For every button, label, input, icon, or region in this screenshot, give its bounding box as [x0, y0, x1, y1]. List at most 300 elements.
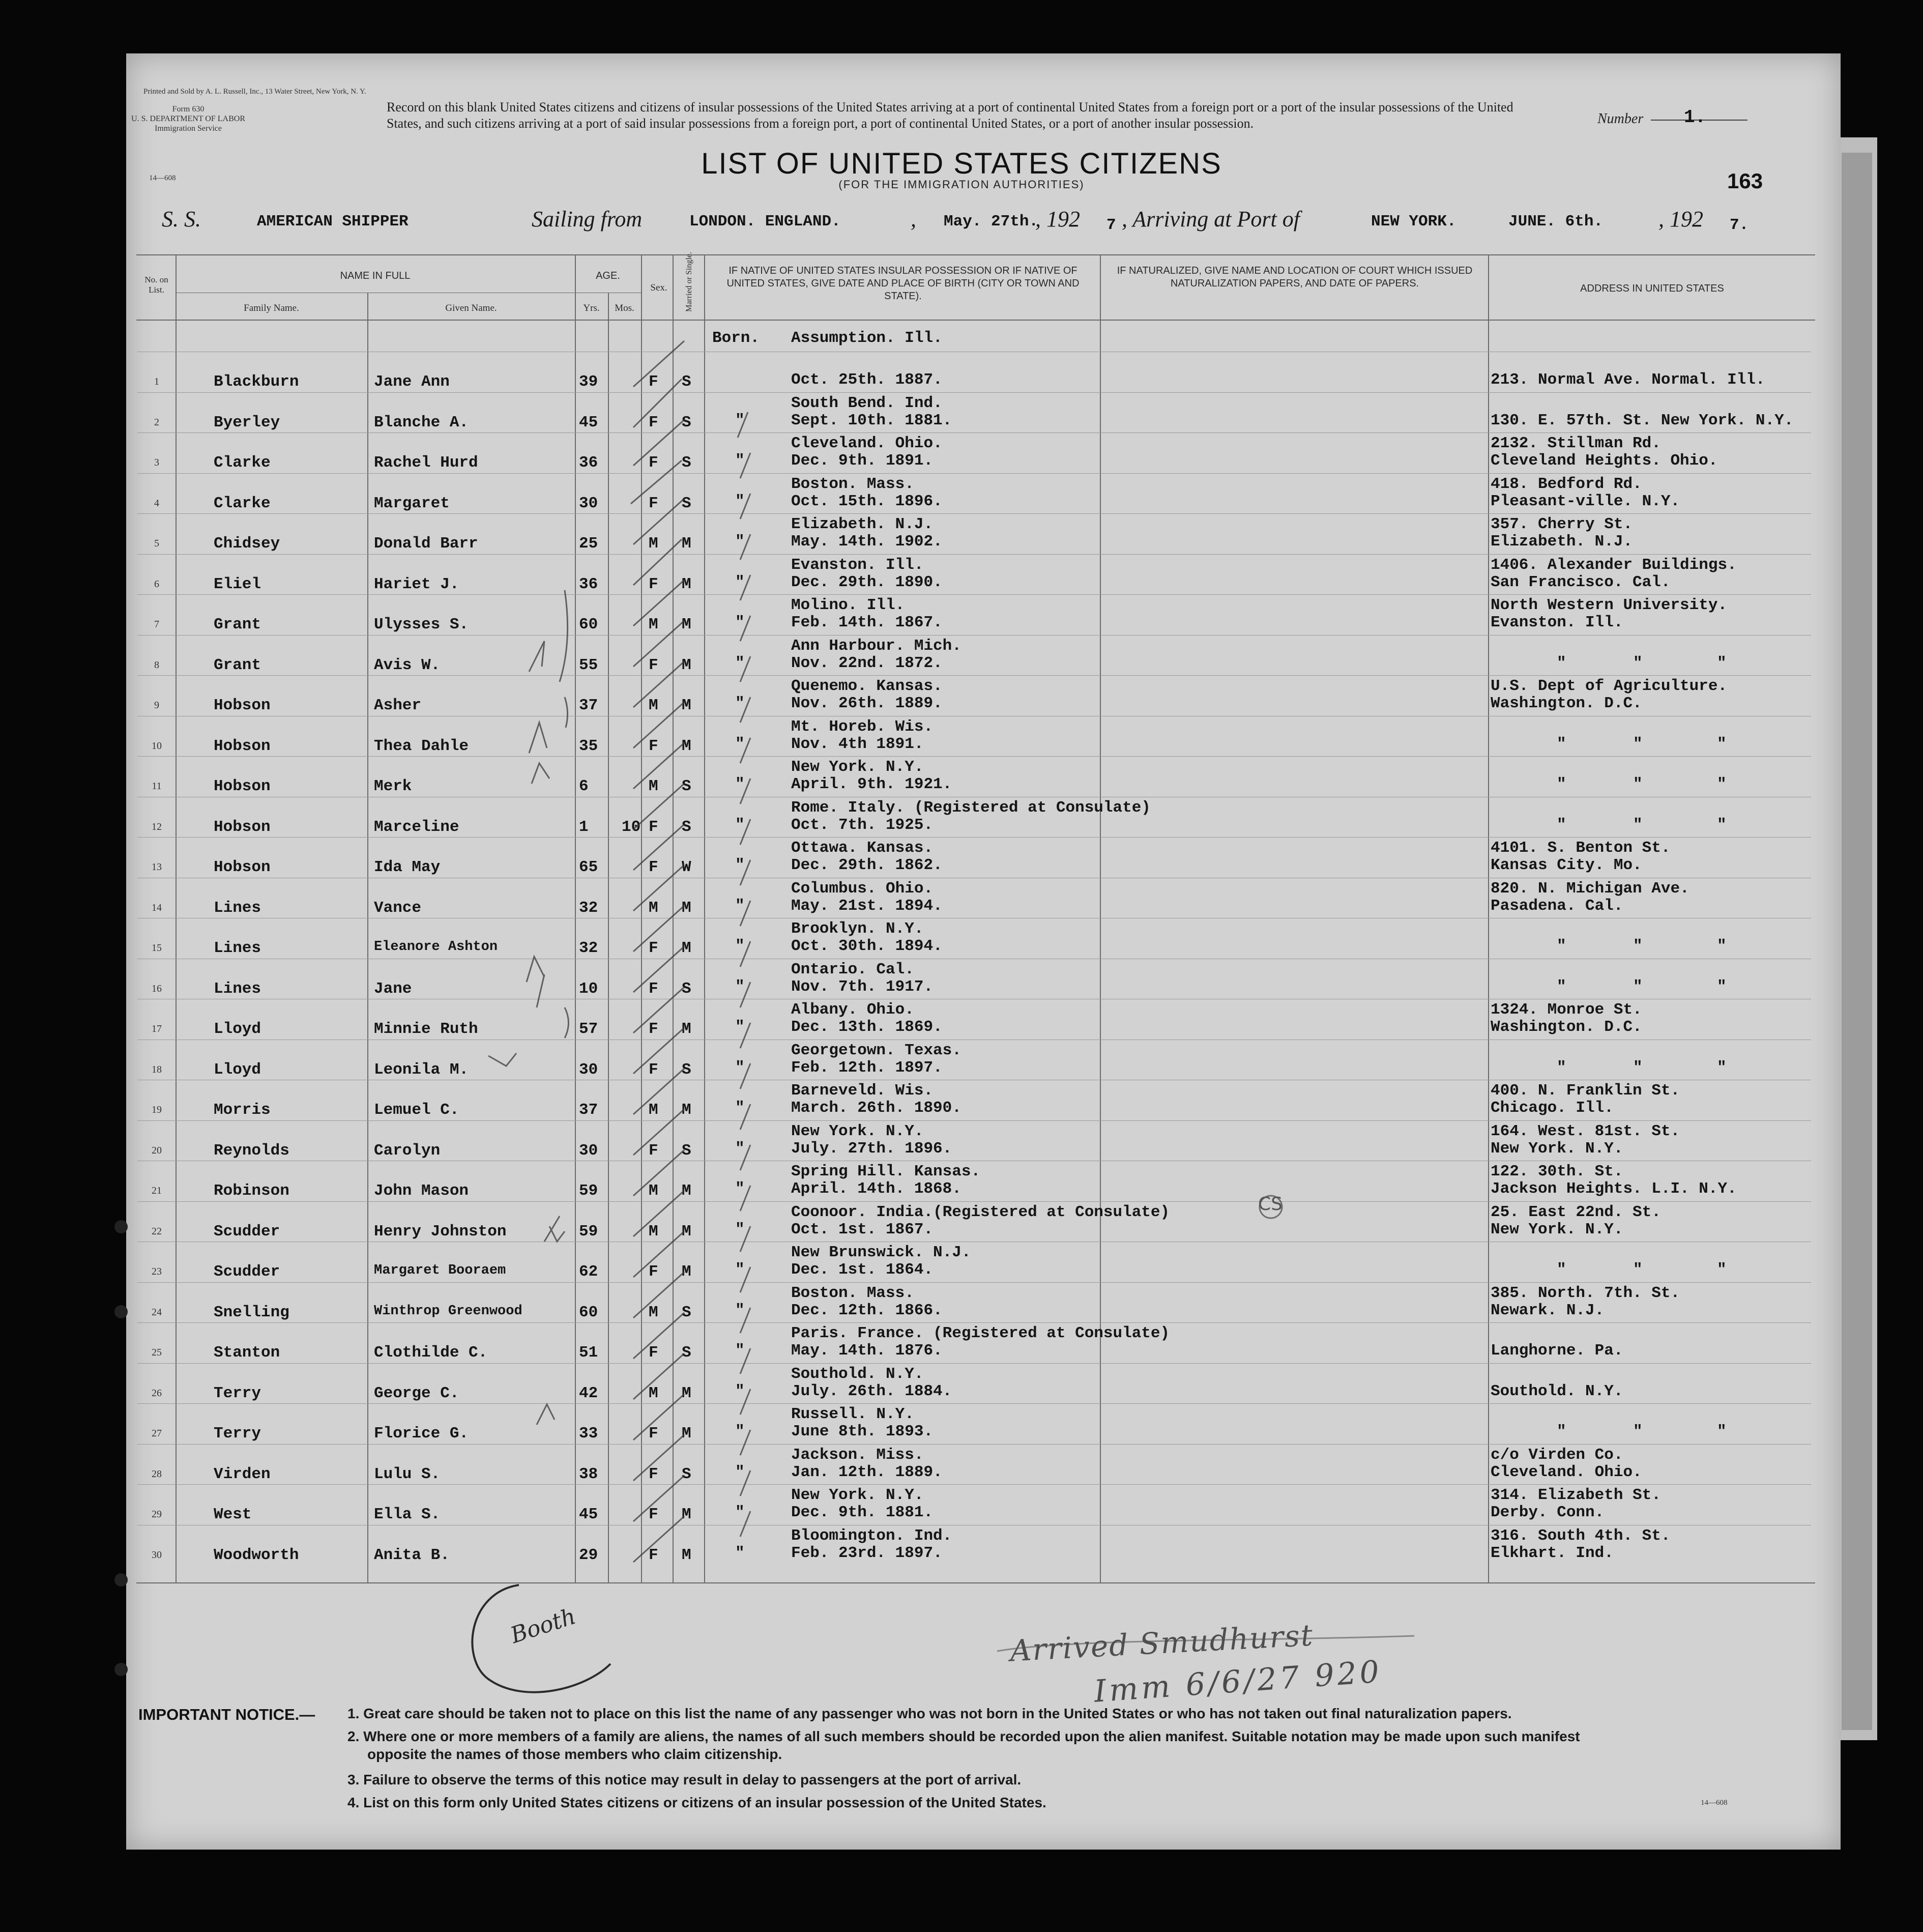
born-label: Born. — [712, 329, 760, 347]
sex: F — [649, 858, 658, 876]
sex: M — [649, 1222, 658, 1241]
handwritten-arrival-stamp-line1: Arrived Smudhurst — [1009, 1618, 1315, 1668]
marital-status: S — [682, 1141, 691, 1160]
marital-status: S — [682, 1344, 691, 1362]
notice-item-4: 4. List on this form only United States citizens or citizens of an insular possession of the United States. — [347, 1795, 1046, 1810]
address-ditto: " — [1633, 937, 1643, 955]
address-ditto: " — [1717, 937, 1727, 955]
form-number: Form 630 — [172, 105, 205, 113]
birth-date: Feb. 14th. 1867. — [791, 614, 943, 631]
ditto-born: " — [735, 452, 745, 470]
family-name: Lines — [214, 899, 261, 917]
header-birth: IF NATIVE OF UNITED STATES INSULAR POSSESSION OR IF NATIVE OF UNITED STATES, GIVE DATE AND PLACE OF BIRTH (CITY OR TOWN AND STATE). — [726, 265, 1080, 302]
address-ditto: " — [1717, 1058, 1727, 1077]
notice-item-1: 1. Great care should be taken not to place on this list the name of any passenger who was not born in the United States or who has not taken out final naturalization papers. — [347, 1706, 1512, 1721]
birth-place: Columbus. Ohio. — [791, 879, 934, 898]
address-ditto: " — [1633, 1261, 1643, 1279]
age-years: 1 — [579, 818, 589, 836]
birth-place: Evanston. Ill. — [791, 556, 924, 574]
marital-status: M — [682, 1546, 691, 1564]
address-line1: U.S. Dept of Agriculture. — [1491, 677, 1728, 695]
sex: F — [649, 454, 658, 472]
ditto-born: " — [735, 695, 745, 712]
marital-status: M — [682, 1020, 691, 1038]
family-name: Blackburn — [214, 373, 299, 391]
sex: M — [649, 1182, 658, 1200]
birth-place: Boston. Mass. — [791, 475, 914, 493]
sex: M — [649, 535, 658, 553]
row-number: 23 — [152, 1266, 162, 1277]
ditto-born: " — [735, 1099, 745, 1117]
notice-item-2-cont: opposite the names of those members who claim citizenship. — [367, 1746, 782, 1762]
sailing-year-prefix: , 192 — [1035, 207, 1080, 232]
address-ditto: " — [1557, 735, 1566, 753]
given-name: Thea Dahle — [374, 737, 469, 755]
given-name: Margaret — [374, 494, 450, 512]
address-line2: Southold. N.Y. — [1491, 1382, 1623, 1400]
marital-status: M — [682, 1222, 691, 1241]
family-name: Grant — [214, 656, 261, 674]
row-number: 2 — [154, 416, 159, 428]
birth-place: New York. N.Y. — [791, 758, 924, 776]
sex: F — [649, 818, 658, 836]
family-name: Woodworth — [214, 1546, 299, 1564]
ditto-born: " — [735, 816, 745, 834]
sex: M — [649, 697, 658, 714]
address-ditto: " — [1633, 1058, 1643, 1077]
age-years: 60 — [579, 616, 598, 633]
page-number: 163 — [1727, 169, 1763, 193]
birth-place: Ann Harbour. Mich. — [791, 637, 961, 655]
address-line2: Cleveland Heights. Ohio. — [1491, 452, 1718, 470]
number-value: 1. — [1684, 107, 1706, 128]
sex: M — [649, 1384, 658, 1402]
address-line2: Washington. D.C. — [1491, 1018, 1642, 1036]
ship-name: AMERICAN SHIPPER — [257, 213, 409, 230]
sailing-from-label: Sailing from — [532, 207, 643, 232]
arrival-year-prefix: , 192 — [1658, 207, 1703, 232]
header-family-name: Family Name. — [244, 303, 299, 313]
family-name: Lines — [214, 939, 261, 957]
sex: F — [649, 656, 658, 674]
notice-item-2: 2. Where one or more members of a family are aliens, the names of all such members should be recorded upon the alien manifest. Suitable notation may be made upon such manifest — [347, 1728, 1580, 1744]
given-name: Jane — [374, 979, 412, 998]
birth-place: Ottawa. Kansas. — [791, 839, 934, 857]
birth-place: New York. N.Y. — [791, 1486, 924, 1504]
address-line2: Kansas City. Mo. — [1491, 856, 1642, 874]
marital-status: M — [682, 737, 691, 755]
sex: F — [649, 1425, 658, 1443]
family-name: Hobson — [214, 777, 271, 795]
given-name: Avis W. — [374, 656, 441, 674]
address-line2: Pasadena. Cal. — [1491, 897, 1623, 915]
ditto-born: " — [735, 1342, 745, 1360]
age-years: 25 — [579, 535, 598, 553]
given-name: Clothilde C. — [374, 1344, 488, 1362]
age-years: 32 — [579, 939, 598, 957]
family-name: Reynolds — [214, 1141, 289, 1160]
birth-place: Cleveland. Ohio. — [791, 435, 943, 452]
marital-status: M — [682, 1425, 691, 1443]
address-ditto: " — [1717, 775, 1727, 793]
row-number: 10 — [152, 740, 162, 752]
given-name: Ida May — [374, 858, 441, 876]
row-number: 19 — [152, 1104, 162, 1115]
row-number: 11 — [152, 781, 162, 792]
row-number: 13 — [152, 861, 162, 873]
birth-date: June 8th. 1893. — [791, 1423, 934, 1440]
header-mos: Mos. — [615, 303, 634, 313]
birth-date: Dec. 13th. 1869. — [791, 1018, 943, 1036]
sex: M — [649, 1101, 658, 1119]
address-ditto: " — [1717, 977, 1727, 996]
header-yrs: Yrs. — [583, 303, 600, 313]
row-number: 21 — [152, 1185, 162, 1196]
address-ditto: " — [1557, 816, 1566, 834]
page-subtitle: (FOR THE IMMIGRATION AUTHORITIES) — [838, 178, 1085, 191]
given-name: Leonila M. — [374, 1060, 469, 1079]
birth-place: Paris. France. (Registered at Consulate) — [791, 1324, 1170, 1342]
birth-place: Molino. Ill. — [791, 596, 905, 614]
birth-place: Rome. Italy. (Registered at Consulate) — [791, 798, 1151, 817]
header-no-on-list: No. on List. — [144, 275, 168, 295]
family-name: Scudder — [214, 1222, 280, 1241]
address-ditto: " — [1557, 977, 1566, 996]
birth-place: New Brunswick. N.J. — [791, 1244, 971, 1261]
address-line1: 164. West. 81st. St. — [1491, 1122, 1680, 1140]
family-name: Morris — [214, 1101, 271, 1119]
given-name: Anita B. — [374, 1546, 450, 1564]
family-name: Clarke — [214, 454, 271, 472]
family-name: Virden — [214, 1465, 271, 1483]
row-number: 30 — [152, 1549, 162, 1561]
birth-date: April. 9th. 1921. — [791, 775, 952, 793]
row-number: 7 — [154, 619, 159, 630]
row-number: 12 — [152, 821, 162, 832]
ditto-born: " — [735, 897, 745, 915]
row-number: 8 — [154, 659, 159, 671]
sex: M — [649, 1303, 658, 1321]
address-ditto: " — [1717, 1423, 1727, 1440]
sex: F — [649, 737, 658, 755]
birth-date: Dec. 1st. 1864. — [791, 1261, 934, 1279]
family-name: Terry — [214, 1384, 261, 1402]
given-name: Henry Johnston — [374, 1222, 507, 1241]
address-line1: 357. Cherry St. — [1491, 515, 1633, 533]
birth-date: Dec. 9th. 1891. — [791, 452, 934, 470]
ditto-born: " — [735, 492, 745, 510]
birth-place: Southold. N.Y. — [791, 1365, 924, 1383]
address-ditto: " — [1717, 735, 1727, 753]
marital-status: S — [682, 818, 691, 836]
address-ditto: " — [1633, 816, 1643, 834]
address-line1: 2132. Stillman Rd. — [1491, 435, 1661, 452]
address-line2: Evanston. Ill. — [1491, 614, 1623, 631]
birth-date: Nov. 22nd. 1872. — [791, 654, 943, 672]
ditto-born: " — [735, 1018, 745, 1036]
marital-status: M — [682, 616, 691, 633]
age-years: 59 — [579, 1222, 598, 1241]
address-line2: Chicago. Ill. — [1491, 1099, 1614, 1117]
birth-date: Nov. 26th. 1889. — [791, 695, 943, 712]
family-name: Hobson — [214, 818, 271, 836]
header-married-single: Married or Single. — [685, 252, 693, 312]
age-years: 30 — [579, 1141, 598, 1160]
marital-status: M — [682, 1506, 691, 1523]
row-number: 20 — [152, 1144, 162, 1156]
ditto-born: " — [735, 1180, 745, 1198]
age-years: 29 — [579, 1546, 598, 1564]
given-name: Ella S. — [374, 1506, 441, 1523]
given-name: Hariet J. — [374, 575, 459, 593]
address-line1: 1324. Monroe St. — [1491, 1001, 1642, 1019]
sex: F — [649, 1344, 658, 1362]
marital-status: M — [682, 899, 691, 917]
header-age: AGE. — [596, 270, 620, 281]
birth-place: Russell. N.Y. — [791, 1405, 914, 1423]
address-line2: Cleveland. Ohio. — [1491, 1463, 1642, 1481]
form-code-bottom: 14—608 — [1701, 1799, 1728, 1807]
birth-place: Barneveld. Wis. — [791, 1082, 934, 1100]
given-name: Rachel Hurd — [374, 454, 478, 472]
ditto-born: " — [735, 533, 745, 551]
given-name: Jane Ann — [374, 373, 450, 391]
ditto-born: " — [735, 1423, 745, 1440]
sex: F — [649, 1506, 658, 1523]
ditto-born: " — [735, 977, 745, 996]
address-line1: 1406. Alexander Buildings. — [1491, 556, 1737, 574]
address-ditto: " — [1633, 775, 1643, 793]
birth-place: Brooklyn. N.Y. — [791, 920, 924, 938]
address-ditto: " — [1717, 1261, 1727, 1279]
address-ditto: " — [1557, 1423, 1566, 1440]
row-number: 24 — [152, 1306, 162, 1318]
header-address: ADDRESS IN UNITED STATES — [1580, 283, 1724, 294]
sailing-date: May. 27th. — [944, 213, 1039, 230]
marital-status: M — [682, 1182, 691, 1200]
age-years: 55 — [579, 656, 598, 674]
row-number: 4 — [154, 497, 159, 509]
birth-place: Ontario. Cal. — [791, 960, 914, 978]
address-line1: 418. Bedford Rd. — [1491, 475, 1642, 493]
sex: F — [649, 1020, 658, 1038]
sex: F — [649, 1141, 658, 1160]
family-name: Scudder — [214, 1263, 280, 1281]
sex: F — [649, 413, 658, 431]
row-number: 27 — [152, 1428, 162, 1439]
marital-status: S — [682, 494, 691, 512]
notice-heading: IMPORTANT NOTICE.— — [138, 1706, 315, 1723]
sex: F — [649, 1465, 658, 1483]
age-years: 30 — [579, 494, 598, 512]
age-years: 36 — [579, 454, 598, 472]
birth-date: April. 14th. 1868. — [791, 1180, 961, 1198]
row-number: 25 — [152, 1347, 162, 1358]
arriving-label: , Arriving at Port of — [1122, 207, 1300, 232]
given-name: Lulu S. — [374, 1465, 441, 1483]
ditto-born: " — [735, 1504, 745, 1521]
marital-status: M — [682, 1384, 691, 1402]
address-line1: 122. 30th. St. — [1491, 1163, 1623, 1180]
sailing-year-digit: 7 — [1106, 216, 1116, 234]
address-line1: 820. N. Michigan Ave. — [1491, 879, 1689, 898]
marital-status: M — [682, 1101, 691, 1119]
marital-status: S — [682, 1303, 691, 1321]
family-name: Byerley — [214, 413, 280, 431]
given-name: Donald Barr — [374, 535, 478, 553]
row-number: 16 — [152, 983, 162, 994]
marital-status: S — [682, 979, 691, 998]
birth-date: May. 14th. 1876. — [791, 1342, 943, 1360]
row-number: 1 — [154, 376, 159, 387]
birth-date: Nov. 4th 1891. — [791, 735, 924, 753]
ditto-born: " — [735, 856, 745, 874]
address-line2: Washington. D.C. — [1491, 695, 1642, 712]
given-name: Winthrop Greenwood — [374, 1303, 522, 1319]
family-name: Lines — [214, 979, 261, 998]
family-name: Terry — [214, 1425, 261, 1443]
given-name: Blanche A. — [374, 413, 469, 431]
row-number: 26 — [152, 1387, 162, 1399]
handwritten-booth: Booth — [507, 1603, 579, 1649]
marital-status: S — [682, 1060, 691, 1079]
birth-place: Spring Hill. Kansas. — [791, 1163, 981, 1180]
row-number: 18 — [152, 1063, 162, 1075]
marital-status: S — [682, 373, 691, 391]
birth-place: New York. N.Y. — [791, 1122, 924, 1140]
address-line1: North Western University. — [1491, 596, 1728, 614]
address-line2: Langhorne. Pa. — [1491, 1342, 1623, 1360]
birth-date: Jan. 12th. 1889. — [791, 1463, 943, 1481]
birth-place: South Bend. Ind. — [791, 394, 943, 412]
family-name: West — [214, 1506, 252, 1523]
ditto-born: " — [735, 735, 745, 753]
ditto-born: " — [735, 937, 745, 955]
given-name: George C. — [374, 1384, 459, 1402]
birth-date: July. 26th. 1884. — [791, 1382, 952, 1400]
address-ditto: " — [1717, 654, 1727, 672]
ditto-born: " — [735, 1261, 745, 1279]
birth-date: Feb. 12th. 1897. — [791, 1058, 943, 1077]
arrival-date: JUNE. 6th. — [1508, 213, 1604, 230]
sex: M — [649, 899, 658, 917]
family-name: Stanton — [214, 1344, 280, 1362]
arrival-year-digit: 7. — [1730, 216, 1749, 234]
birth-date: Dec. 12th. 1866. — [791, 1301, 943, 1319]
address-ditto: " — [1633, 977, 1643, 996]
age-years: 6 — [579, 777, 589, 795]
address-line1: 314. Elizabeth St. — [1491, 1486, 1661, 1504]
sailing-from-value: LONDON. ENGLAND. — [689, 213, 841, 230]
address-line2: New York. N.Y. — [1491, 1220, 1623, 1238]
family-name: Grant — [214, 616, 261, 633]
birth-date: Oct. 15th. 1896. — [791, 492, 943, 510]
header-naturalized: IF NATURALIZED, GIVE NAME AND LOCATION OF COURT WHICH ISSUED NATURALIZATION PAPERS, AND DATE OF PAPERS. — [1117, 265, 1473, 289]
address-line1: 25. East 22nd. St. — [1491, 1203, 1661, 1221]
ss-label: S. S. — [162, 207, 201, 232]
address-line2: Jackson Heights. L.I. N.Y. — [1491, 1180, 1737, 1198]
birth-place: Elizabeth. N.J. — [791, 515, 934, 533]
birth-place: Jackson. Miss. — [791, 1446, 924, 1464]
address-line1: c/o Virden Co. — [1491, 1446, 1623, 1464]
age-years: 38 — [579, 1465, 598, 1483]
age-years: 37 — [579, 697, 598, 714]
family-name: Robinson — [214, 1182, 289, 1200]
ditto-born: " — [735, 411, 745, 429]
ditto-born: " — [735, 654, 745, 672]
ditto-born: " — [735, 775, 745, 793]
birth-date: Oct. 1st. 1867. — [791, 1220, 934, 1238]
birth-date: Dec. 29th. 1890. — [791, 573, 943, 591]
marital-status: M — [682, 656, 691, 674]
address-ditto: " — [1557, 1058, 1566, 1077]
row-number: 6 — [154, 578, 159, 590]
birth-date: May. 14th. 1902. — [791, 533, 943, 551]
birth-date: Nov. 7th. 1917. — [791, 977, 934, 996]
row-number: 29 — [152, 1509, 162, 1520]
address-line2: New York. N.Y. — [1491, 1139, 1623, 1158]
given-name: Carolyn — [374, 1141, 441, 1160]
address-ditto: " — [1557, 1261, 1566, 1279]
row-number: 28 — [152, 1468, 162, 1480]
birth-date: Oct. 25th. 1887. — [791, 371, 943, 389]
birth-date: Oct. 30th. 1894. — [791, 937, 943, 955]
family-name: Snelling — [214, 1303, 289, 1321]
marital-status: S — [682, 777, 691, 795]
birth-date: Feb. 23rd. 1897. — [791, 1544, 943, 1562]
sex: F — [649, 494, 658, 512]
marital-status: S — [682, 454, 691, 472]
birth-place: Quenemo. Kansas. — [791, 677, 943, 695]
sex: M — [649, 616, 658, 633]
address-ditto: " — [1633, 1423, 1643, 1440]
form-code-top: 14—608 — [149, 174, 176, 182]
row-number: 3 — [154, 457, 159, 468]
birth-date: Oct. 7th. 1925. — [791, 816, 934, 834]
row-number: 9 — [154, 700, 159, 711]
address-line2: 213. Normal Ave. Normal. Ill. — [1491, 371, 1765, 389]
family-name: Lloyd — [214, 1060, 261, 1079]
family-name: Lloyd — [214, 1020, 261, 1038]
age-years: 65 — [579, 858, 598, 876]
row-number: 17 — [152, 1023, 162, 1034]
first-birth-place: Assumption. Ill. — [791, 329, 943, 347]
given-name: Marceline — [374, 818, 459, 836]
marital-status: S — [682, 1465, 691, 1483]
address-line2: Elkhart. Ind. — [1491, 1544, 1614, 1562]
marital-status: W — [682, 858, 691, 876]
sex: F — [649, 1263, 658, 1281]
ditto-born: " — [735, 1544, 745, 1562]
address-ditto: " — [1557, 937, 1566, 955]
printer-line: Printed and Sold by A. L. Russell, Inc., 13 Water Street, New York, N. Y. — [143, 88, 366, 96]
row-number: 5 — [154, 538, 159, 549]
address-ditto: " — [1633, 654, 1643, 672]
family-name: Clarke — [214, 494, 271, 512]
ditto-born: " — [735, 1139, 745, 1158]
age-years: 62 — [579, 1263, 598, 1281]
address-line2: Elizabeth. N.J. — [1491, 533, 1633, 551]
given-name: Merk — [374, 777, 412, 795]
sex: M — [649, 777, 658, 795]
age-years: 39 — [579, 373, 598, 391]
family-name: Hobson — [214, 737, 271, 755]
given-name: Lemuel C. — [374, 1101, 459, 1119]
address-line1: 400. N. Franklin St. — [1491, 1082, 1680, 1100]
age-years: 60 — [579, 1303, 598, 1321]
record-instructions: Record on this blank United States citizens and citizens of insular possessions of the United States arriving at a port of continental United States from a foreign port or a port of the insular possessions of the United States, and such citizens arriving at a port of said insular possessions from a foreign port, a port of continental United States, or a port of another insular possession. — [387, 100, 1513, 131]
ditto-born: " — [735, 614, 745, 631]
